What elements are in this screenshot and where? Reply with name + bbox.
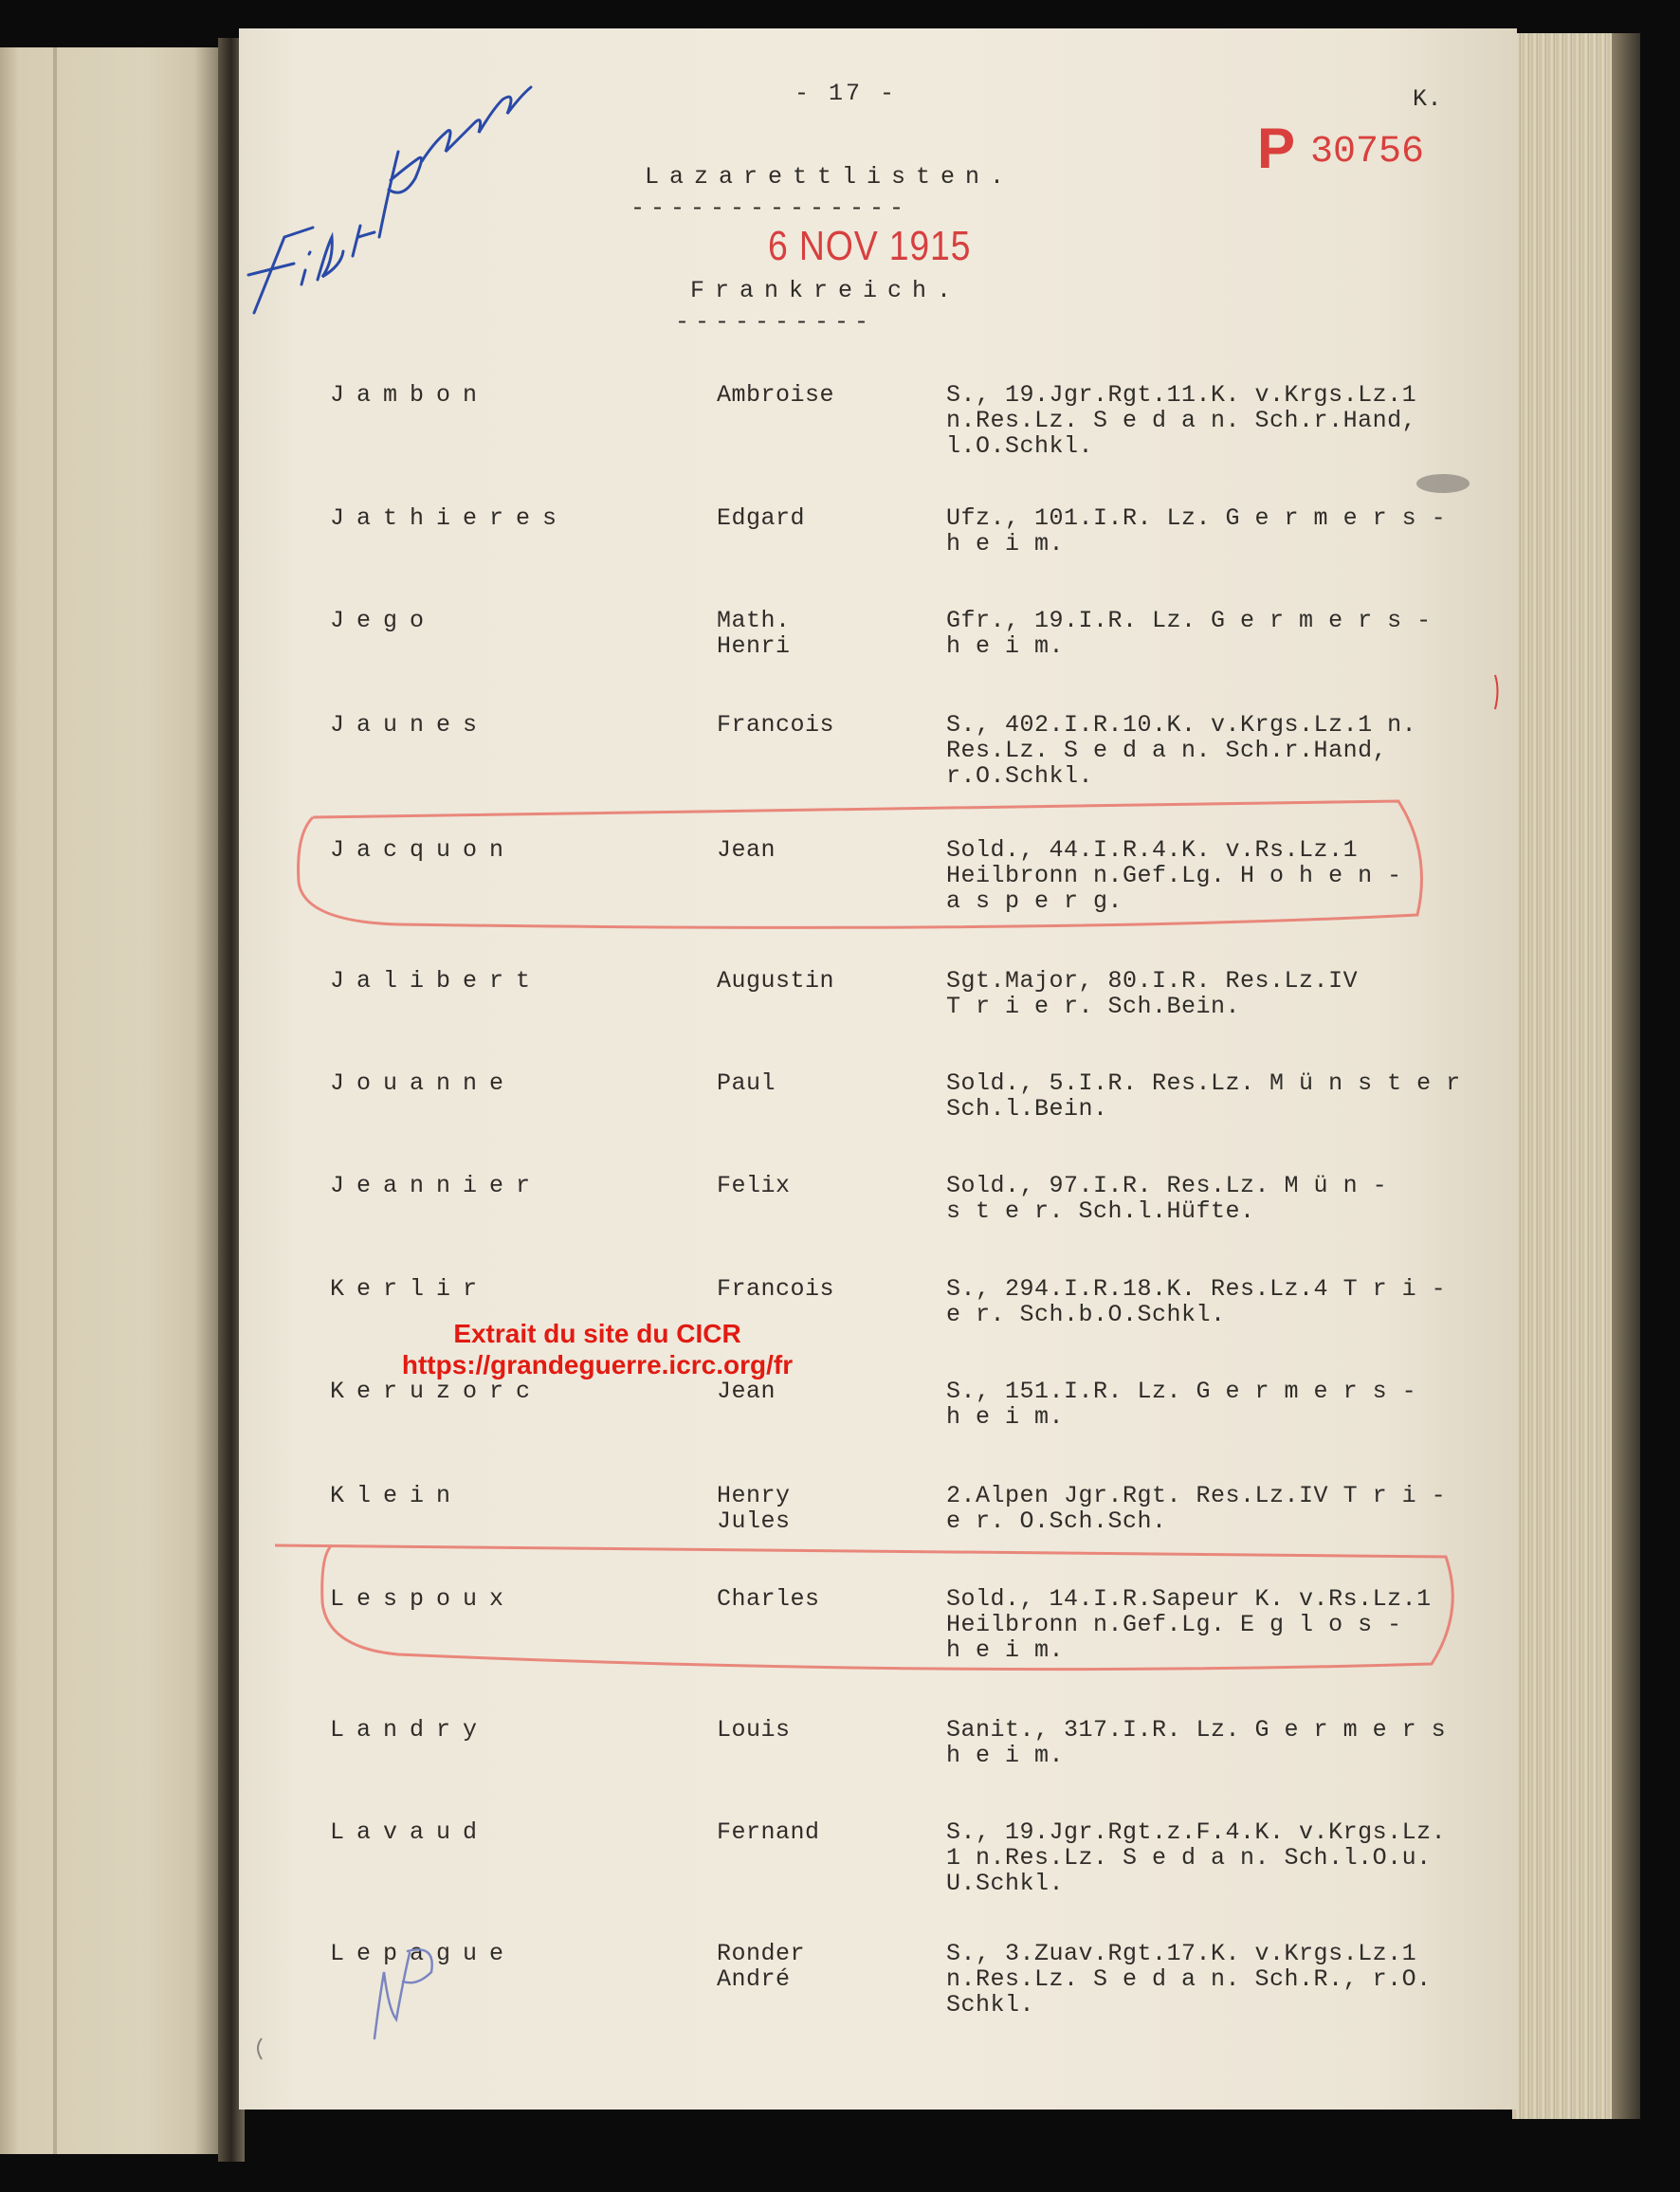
entry-detail-line: n.Res.Lz. S e d a n. Sch.R., r.O. (946, 1965, 1432, 1993)
entry-surname: Kerlir (330, 1275, 490, 1303)
entry-given-name: Paul (717, 1069, 776, 1097)
entry-surname: Jaunes (330, 711, 490, 739)
entry-detail-line: Sch.l.Bein. (946, 1095, 1108, 1123)
binding-shadow (1612, 33, 1640, 2119)
entry-detail-line: S., 294.I.R.18.K. Res.Lz.4 T r i - (946, 1275, 1447, 1303)
entry-surname: Jeannier (330, 1172, 543, 1199)
entry-given-name: Augustin (717, 967, 835, 995)
entry-detail-line: h e i m. (946, 1403, 1065, 1431)
entry-given-name: Math. (717, 607, 791, 634)
entry-surname: Jambon (330, 381, 490, 409)
entry-surname: Jouanne (330, 1069, 517, 1097)
entry-surname: Klein (330, 1482, 464, 1509)
title-underline: -------------- (630, 194, 910, 222)
entry-detail-line: S., 19.Jgr.Rgt.z.F.4.K. v.Krgs.Lz. (946, 1818, 1447, 1846)
entry-given-name: Ronder (717, 1940, 806, 1967)
entry-detail-line: Gfr., 19.I.R. Lz. G e r m e r s - (946, 607, 1432, 634)
entry-detail-line: h e i m. (946, 1742, 1065, 1769)
entry-detail-line: e r. Sch.b.O.Schkl. (946, 1301, 1226, 1328)
entry-surname: Keruzorc (330, 1378, 543, 1405)
page-number: - 17 - (794, 80, 898, 107)
entry-given-name: André (717, 1965, 791, 1993)
entry-detail-line: l.O.Schkl. (946, 432, 1094, 460)
entry-detail-line: Res.Lz. S e d a n. Sch.r.Hand, (946, 737, 1388, 764)
entry-detail-line: r.O.Schkl. (946, 762, 1094, 790)
page-edges (1512, 33, 1621, 2119)
entry-given-name: Jean (717, 836, 776, 864)
entry-given-name: Jules (717, 1507, 791, 1535)
entry-given-name: Edgard (717, 504, 806, 532)
entry-detail-line: S., 151.I.R. Lz. G e r m e r s - (946, 1378, 1417, 1405)
entry-detail-line: Heilbronn n.Gef.Lg. H o h e n - (946, 862, 1402, 889)
entry-detail-line: U.Schkl. (946, 1870, 1065, 1897)
entry-detail-line: T r i e r. Sch.Bein. (946, 993, 1241, 1020)
entry-surname: Landry (330, 1716, 490, 1744)
left-page-edge (53, 47, 57, 2154)
entry-detail-line: Schkl. (946, 1991, 1035, 2018)
entry-detail-line: Sanit., 317.I.R. Lz. G e r m e r s (946, 1716, 1447, 1744)
entry-detail-line: Sold., 44.I.R.4.K. v.Rs.Lz.1 (946, 836, 1359, 864)
corner-letter: K. (1413, 85, 1443, 113)
page-title: Lazarettlisten. (645, 163, 1015, 191)
subtitle: Frankreich. (690, 277, 962, 304)
entry-detail-line: 1 n.Res.Lz. S e d a n. Sch.l.O.u. (946, 1844, 1432, 1872)
entry-given-name: Fernand (717, 1818, 820, 1846)
subtitle-underline: ---------- (675, 308, 875, 336)
stamp-letter: P (1257, 117, 1296, 180)
date-stamp: 6 NOV 1915 (768, 223, 972, 269)
entry-detail-line: s t e r. Sch.l.Hüfte. (946, 1197, 1255, 1225)
entry-detail-line: h e i m. (946, 632, 1065, 660)
watermark-line-2: https://grandeguerre.icrc.org/fr (401, 1350, 794, 1379)
entry-detail-line: Sgt.Major, 80.I.R. Res.Lz.IV (946, 967, 1359, 995)
entry-given-name: Francois (717, 1275, 835, 1303)
entry-surname: Lepague (330, 1940, 517, 1967)
entry-given-name: Jean (717, 1378, 776, 1405)
entry-surname: Jathieres (330, 504, 570, 532)
entry-surname: Lespoux (330, 1585, 517, 1613)
entry-detail-line: Heilbronn n.Gef.Lg. E g l o s - (946, 1611, 1402, 1638)
entry-detail-line: Ufz., 101.I.R. Lz. G e r m e r s - (946, 504, 1447, 532)
entry-given-name: Henri (717, 632, 791, 660)
entry-detail-line: S., 3.Zuav.Rgt.17.K. v.Krgs.Lz.1 (946, 1940, 1417, 1967)
watermark (332, 1318, 863, 1380)
entry-surname: Jacquon (330, 836, 517, 864)
watermark-line-1: Extrait du site du CICR (453, 1319, 741, 1348)
entry-detail-line: a s p e r g. (946, 887, 1123, 915)
entry-surname: Lavaud (330, 1818, 490, 1846)
entry-detail-line: h e i m. (946, 1636, 1065, 1664)
entry-given-name: Francois (717, 711, 835, 739)
entry-given-name: Ambroise (717, 381, 835, 409)
entry-detail-line: h e i m. (946, 530, 1065, 557)
stamp-number: 30756 (1310, 131, 1425, 174)
entry-given-name: Charles (717, 1585, 820, 1613)
entry-given-name: Louis (717, 1716, 791, 1744)
entry-detail-line: S., 402.I.R.10.K. v.Krgs.Lz.1 n. (946, 711, 1417, 739)
entry-given-name: Henry (717, 1482, 791, 1509)
entry-detail-line: Sold., 14.I.R.Sapeur K. v.Rs.Lz.1 (946, 1585, 1432, 1613)
entry-detail-line: Sold., 97.I.R. Res.Lz. M ü n - (946, 1172, 1388, 1199)
entry-detail-line: e r. O.Sch.Sch. (946, 1507, 1167, 1535)
entry-detail-line: S., 19.Jgr.Rgt.11.K. v.Krgs.Lz.1 (946, 381, 1417, 409)
entry-detail-line: n.Res.Lz. S e d a n. Sch.r.Hand, (946, 407, 1417, 434)
entry-given-name: Felix (717, 1172, 791, 1199)
entry-surname: Jego (330, 607, 437, 634)
entry-surname: Jalibert (330, 967, 543, 995)
entry-detail-line: Sold., 5.I.R. Res.Lz. M ü n s t e r (946, 1069, 1461, 1097)
left-page (0, 47, 218, 2154)
entry-detail-line: 2.Alpen Jgr.Rgt. Res.Lz.IV T r i - (946, 1482, 1447, 1509)
